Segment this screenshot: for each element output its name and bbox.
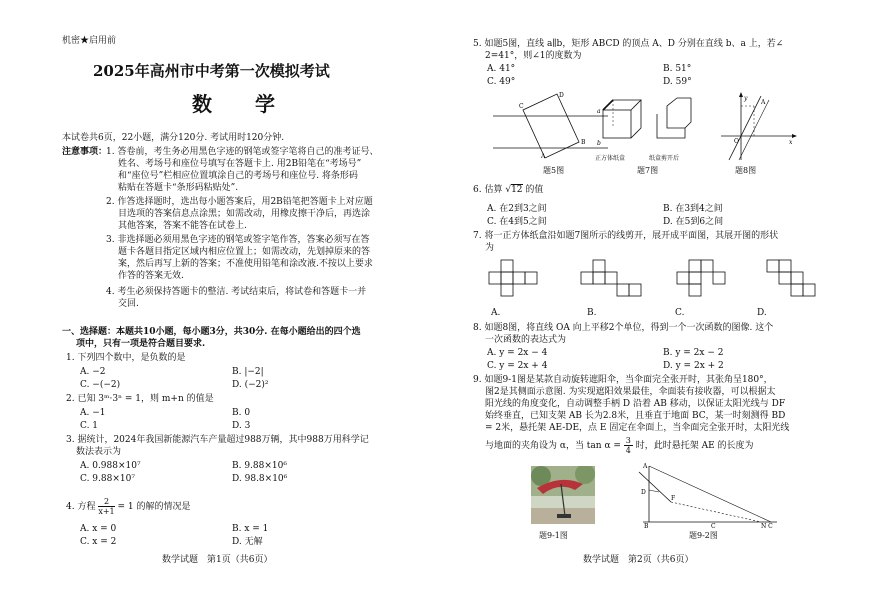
q4-fraction-denominator: x+1: [98, 507, 115, 516]
q4-option-d: D. 无解: [232, 537, 263, 547]
notice-line: 4. 考生必须保持答题卡的整洁. 考试结束后，将试卷和答题卡一并: [106, 287, 367, 297]
q7-option-a: A.: [491, 308, 501, 318]
notice-line: 姓名、考场号和座位号填写在答题卡上. 用2B铅笔在“考场号”: [118, 159, 362, 169]
svg-text:C: C: [711, 523, 716, 528]
svg-text:D: D: [641, 489, 646, 496]
figure-8-diagram: [719, 92, 799, 162]
q5-option-a: A. 41°: [487, 64, 516, 74]
page1-footer: 数学试题 第1页（共6页）: [162, 555, 273, 565]
notice-line: 2. 作答选择题时，选出每小题答案后，用2B铅笔把答题卡上对应题: [106, 197, 373, 207]
q4-stem: [66, 497, 191, 516]
figure-7-subcaption-cut: 纸盒剪开后: [649, 155, 680, 162]
confidential-mark: 机密★启用前: [62, 36, 117, 46]
q6-option-d: D. 在5到6之间: [663, 217, 724, 227]
q3-option-b: B. 9.88×10⁶: [232, 461, 287, 471]
q2-option-d: D. 3: [232, 421, 251, 431]
sqrt-symbol: √: [505, 185, 512, 195]
q6-stem-pre: 6. 估算: [473, 185, 503, 195]
q2-option-c: C. 1: [80, 421, 99, 431]
section1-heading: 一、选择题：本题共10小题，每小题3分，共30分. 在每小题给出的四个选: [62, 327, 361, 337]
q9-fraction: [624, 436, 633, 455]
q9-line: 始终垂直，已知支架 AB 长为2.8米，且垂直于地面 BC，某一时刻测得 BD: [485, 411, 786, 421]
q2-stem: 2. 已知 3ᵐ·3ⁿ = 1，则 m+n 的值是: [66, 394, 214, 404]
q4-option-c: C. x = 2: [80, 537, 117, 547]
q8-stem: 8. 如题8图，将直线 OA 向上平移2个单位，得到一个一次函数的图像. 这个: [473, 323, 774, 333]
svg-text:x: x: [789, 139, 793, 146]
q4-stem-post: = 1 的解的情况是: [117, 502, 191, 512]
q9-line: 阳光线的角度变化，自动调整手柄 D 沿着 AB 移动，以保证太阳光线与 DF: [485, 399, 786, 409]
q9-fraction-denominator: 4: [625, 446, 631, 455]
q9-line-last: [485, 436, 754, 455]
q8-option-a: A. y = 2x − 4: [487, 348, 548, 358]
svg-text:a: a: [597, 108, 601, 115]
q6-option-c: C. 在4到5之间: [487, 217, 547, 227]
notice-line: 作答的答案无效.: [118, 271, 184, 281]
q7-option-d: D.: [757, 308, 767, 318]
q3-option-c: C. 9.88×10⁷: [80, 474, 135, 484]
svg-text:D: D: [559, 92, 564, 99]
page-2: [435, 0, 870, 611]
notice-line: 案，然后再写上新的答案；不准使用铅笔和涂改液.不按以上要求: [118, 259, 373, 269]
q7-stem-cont: 为: [485, 243, 495, 253]
notice-line: 交回.: [118, 299, 139, 309]
figure-7-diagram: [595, 96, 715, 160]
figure-5-caption: 题5图: [543, 166, 565, 175]
section1-heading-cont: 项中，只有一项是符合题目要求.: [76, 339, 206, 349]
q4-option-b: B. x = 1: [232, 524, 269, 534]
q4-fraction-numerator: 2: [98, 497, 114, 507]
q5-stem: 5. 如题5图，直线 a∥b，矩形 ABCD 的顶点 A、D 分别在直线 b、a 上，若∠: [473, 39, 784, 49]
q9-last-pre: 与地面的夹角设为 α，当 tan α =: [485, 441, 621, 451]
svg-text:F: F: [671, 495, 676, 502]
q3-option-a: A. 0.988×10⁷: [80, 461, 141, 471]
q8-option-b: B. y = 2x − 2: [663, 348, 724, 358]
svg-text:B: B: [644, 523, 649, 528]
q9-line: = 2米，悬托架 AE-DE，点 E 固定在伞面上，当伞面完全张开时，太阳光线: [485, 423, 790, 433]
q5-option-c: C. 49°: [487, 77, 516, 87]
q9-fraction-numerator: 3: [625, 436, 631, 445]
q6-stem-post: 的值: [525, 185, 544, 195]
svg-text:A: A: [541, 153, 546, 160]
q1-option-c: C. −(−2): [80, 380, 121, 390]
q3-stem-cont: 数法表示为: [76, 447, 122, 457]
svg-text:C: C: [519, 103, 524, 110]
exam-title: 2025年高州市中考第一次模拟考试: [93, 62, 330, 80]
figure-8-caption: 题8图: [735, 166, 757, 175]
figure-9-2-diagram: [631, 462, 781, 528]
svg-text:O: O: [734, 138, 739, 145]
notice-label: 注意事项：: [62, 147, 108, 157]
exam-intro: 本试卷共6页，22小题，满分120分. 考试用时120分钟.: [62, 133, 285, 143]
q1-option-a: A. −2: [80, 367, 106, 377]
figure-7-subcaption-cube: 正方体纸盒: [595, 155, 626, 162]
q4-option-a: A. x = 0: [80, 524, 117, 534]
subject-title: 数 学: [192, 92, 293, 116]
svg-text:B: B: [581, 139, 586, 146]
figure-9-1-caption: 题9-1图: [539, 531, 568, 540]
q7-net-options: [485, 256, 825, 306]
q9-line: 图2是其侧面示意图. 为实现遮阳效果最佳，伞面装有接收器，可以根据太: [485, 387, 776, 397]
q7-option-b: B.: [587, 308, 597, 318]
q7-stem: 7. 将一正方体纸盒沿如题7图所示的线剪开，展开成平面图，其展开图的形状: [473, 231, 779, 241]
q6-stem: [473, 184, 543, 196]
q3-stem: 3. 据统计，2024年我国新能源汽车产量超过988万辆，其中988万用科学记: [66, 435, 369, 445]
q4-stem-pre: 4. 方程: [66, 502, 96, 512]
q8-option-d: D. y = 2x + 2: [663, 361, 724, 371]
q1-stem: 1. 下列四个数中，是负数的是: [66, 353, 186, 363]
q9-last-post: 时，此时悬托架 AE 的长度为: [635, 441, 754, 451]
page2-footer: 数学试题 第2页（共6页）: [583, 555, 694, 565]
q8-option-c: C. y = 2x + 4: [487, 361, 548, 371]
q6-radicand: 12: [511, 185, 523, 195]
q5-option-b: B. 51°: [663, 64, 692, 74]
notice-line: 3. 非选择题必须用黑色字迹的钢笔或签字笔作答，答案必须写在答: [106, 235, 370, 245]
figure-7-caption: 题7图: [637, 166, 659, 175]
notice-line: 粘贴在答题卡“条形码粘贴处”.: [118, 183, 239, 193]
q7-option-c: C.: [675, 308, 685, 318]
q6-option-a: A. 在2到3之间: [487, 204, 547, 214]
notice-line: 和“座位号”栏相应位置填涂自己的考场号和座位号. 将条形码: [118, 171, 358, 181]
q5-option-d: D. 59°: [663, 77, 692, 87]
svg-text:y: y: [744, 95, 748, 102]
figure-9-1-umbrella-photo: [531, 466, 595, 524]
q4-fraction: [98, 497, 114, 516]
q2-option-b: B. 0: [232, 408, 251, 418]
svg-text:N C: N C: [761, 523, 773, 528]
q8-stem-cont: 一次函数的表达式为: [485, 335, 567, 345]
notice-line: 目选项的答案信息点涂黑；如需改动，用橡皮擦干净后，再选涂: [118, 209, 371, 219]
svg-text:A: A: [643, 463, 648, 470]
notice-line: 其他答案，答案不能答在试卷上.: [118, 221, 247, 231]
q1-option-d: D. (−2)²: [232, 380, 269, 390]
q9-line: 9. 如题9-1图是某款自动旋转遮阳伞，当伞面完全张开时，其张角呈180°，: [473, 375, 773, 385]
notice-line: 题卡各题目指定区域内相应位置上；如需改动，先划掉原来的答: [118, 247, 371, 257]
q1-option-b: B. |−2|: [232, 367, 264, 377]
q5-stem-cont: 2=41°，则∠1的度数为: [485, 51, 582, 61]
q6-option-b: B. 在3到4之间: [663, 204, 723, 214]
svg-text:b: b: [597, 140, 601, 147]
q3-option-d: D. 98.8×10⁶: [232, 474, 288, 484]
q2-option-a: A. −1: [80, 408, 106, 418]
figure-9-2-caption: 题9-2图: [689, 531, 718, 540]
notice-line: 1. 答卷前，考生务必用黑色字迹的钢笔或签字笔将自己的准考证号、: [106, 147, 379, 157]
svg-text:A: A: [761, 99, 766, 106]
